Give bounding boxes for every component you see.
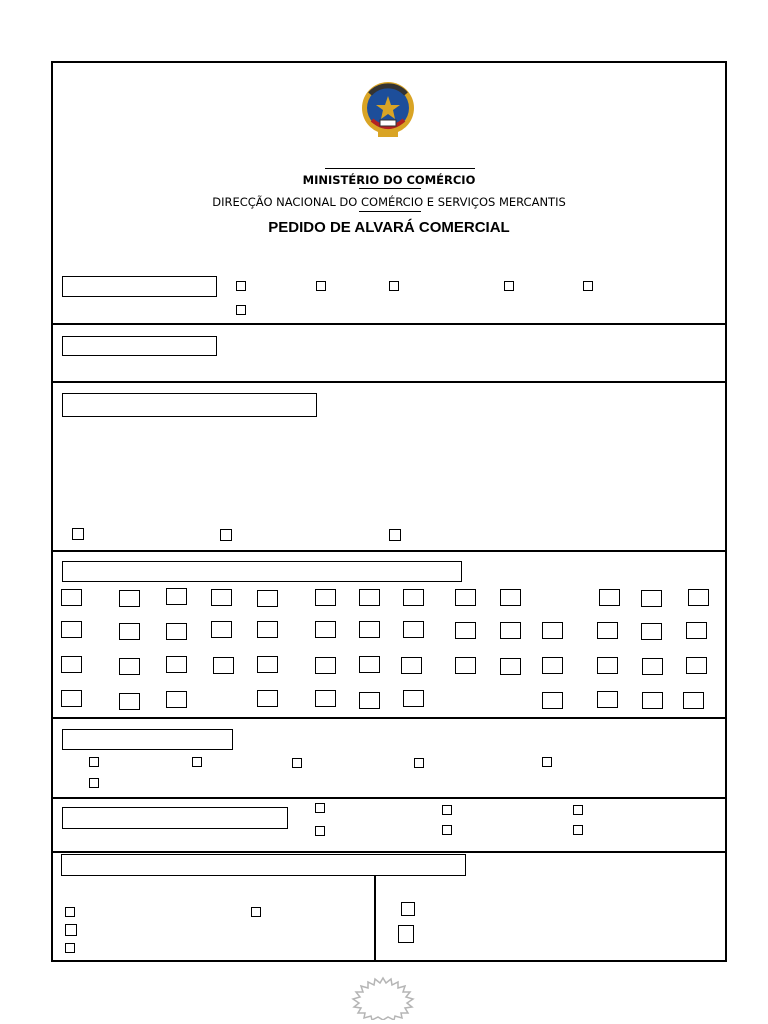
section-5-checkbox[interactable] [192, 757, 202, 767]
activity-checkbox[interactable] [166, 588, 187, 605]
activity-checkbox[interactable] [686, 622, 707, 639]
activity-checkbox[interactable] [542, 622, 563, 639]
section-7-label-box [61, 854, 466, 876]
activity-checkbox[interactable] [359, 692, 380, 709]
section-7-checkbox[interactable] [65, 907, 75, 917]
activity-checkbox[interactable] [542, 692, 563, 709]
section-6-checkbox[interactable] [573, 825, 583, 835]
section-6-checkbox[interactable] [573, 805, 583, 815]
activity-checkbox[interactable] [597, 622, 618, 639]
section-3-checkbox[interactable] [72, 528, 84, 540]
section-7-checkbox[interactable] [398, 925, 414, 943]
activity-checkbox[interactable] [359, 656, 380, 673]
activity-checkbox[interactable] [642, 692, 663, 709]
activity-checkbox[interactable] [500, 622, 521, 639]
activity-checkbox[interactable] [119, 590, 140, 607]
section-4-label-box [62, 561, 462, 582]
section-1-checkbox[interactable] [236, 281, 246, 291]
activity-checkbox[interactable] [61, 589, 82, 606]
activity-checkbox[interactable] [166, 623, 187, 640]
form-title: PEDIDO DE ALVARÁ COMERCIAL [268, 219, 510, 236]
section-2-label-box [62, 336, 217, 356]
section-1-checkbox[interactable] [389, 281, 399, 291]
activity-checkbox[interactable] [401, 657, 422, 674]
activity-checkbox[interactable] [500, 589, 521, 606]
section-1-checkbox[interactable] [504, 281, 514, 291]
section-1-checkbox[interactable] [236, 305, 246, 315]
section-7-checkbox[interactable] [401, 902, 415, 916]
section-divider [53, 717, 725, 719]
activity-checkbox[interactable] [455, 622, 476, 639]
activity-checkbox[interactable] [403, 589, 424, 606]
section-divider [53, 851, 725, 853]
activity-checkbox[interactable] [686, 657, 707, 674]
activity-checkbox[interactable] [257, 590, 278, 607]
activity-checkbox[interactable] [119, 658, 140, 675]
section-divider [53, 797, 725, 799]
activity-checkbox[interactable] [257, 656, 278, 673]
section-6-label-box [62, 807, 288, 829]
activity-checkbox[interactable] [166, 691, 187, 708]
activity-checkbox[interactable] [315, 621, 336, 638]
header-rule-top [325, 168, 475, 169]
activity-checkbox[interactable] [359, 589, 380, 606]
header-rule-low [359, 211, 421, 212]
activity-checkbox[interactable] [641, 590, 662, 607]
activity-checkbox[interactable] [597, 691, 618, 708]
section-1-checkbox[interactable] [316, 281, 326, 291]
header-rule-mid [359, 188, 421, 189]
coat-of-arms-icon [358, 80, 418, 140]
activity-checkbox[interactable] [61, 621, 82, 638]
section-6-checkbox[interactable] [442, 825, 452, 835]
directorate-title: DIRECÇÃO NACIONAL DO COMÉRCIO E SERVIÇOS MERCANTIS [212, 195, 566, 209]
section-divider [53, 381, 725, 383]
section-6-checkbox[interactable] [315, 826, 325, 836]
activity-checkbox[interactable] [359, 621, 380, 638]
activity-checkbox[interactable] [455, 657, 476, 674]
activity-checkbox[interactable] [315, 690, 336, 707]
activity-checkbox[interactable] [119, 693, 140, 710]
section-3-label-box [62, 393, 317, 417]
section-7-checkbox[interactable] [65, 943, 75, 953]
activity-checkbox[interactable] [211, 621, 232, 638]
activity-checkbox[interactable] [455, 589, 476, 606]
activity-checkbox[interactable] [119, 623, 140, 640]
section-divider [53, 550, 725, 552]
ministry-title: MINISTÉRIO DO COMÉRCIO [302, 173, 476, 187]
section-3-checkbox[interactable] [389, 529, 401, 541]
activity-checkbox[interactable] [211, 589, 232, 606]
section-1-checkbox[interactable] [583, 281, 593, 291]
activity-checkbox[interactable] [683, 692, 704, 709]
activity-checkbox[interactable] [315, 589, 336, 606]
section-1-label-box [62, 276, 217, 297]
section-5-checkbox[interactable] [542, 757, 552, 767]
activity-checkbox[interactable] [403, 690, 424, 707]
activity-checkbox[interactable] [257, 690, 278, 707]
section-7-column-divider [374, 876, 376, 960]
section-5-label-box [62, 729, 233, 750]
activity-checkbox[interactable] [61, 656, 82, 673]
starburst-seal-icon [350, 976, 416, 1020]
activity-checkbox[interactable] [542, 657, 563, 674]
activity-checkbox[interactable] [61, 690, 82, 707]
section-7-checkbox[interactable] [251, 907, 261, 917]
section-3-checkbox[interactable] [220, 529, 232, 541]
section-5-checkbox[interactable] [414, 758, 424, 768]
activity-checkbox[interactable] [642, 658, 663, 675]
activity-checkbox[interactable] [500, 658, 521, 675]
section-divider [53, 323, 725, 325]
activity-checkbox[interactable] [599, 589, 620, 606]
section-6-checkbox[interactable] [442, 805, 452, 815]
activity-checkbox[interactable] [597, 657, 618, 674]
activity-checkbox[interactable] [257, 621, 278, 638]
section-7-checkbox[interactable] [65, 924, 77, 936]
activity-checkbox[interactable] [315, 657, 336, 674]
section-5-checkbox[interactable] [292, 758, 302, 768]
activity-checkbox[interactable] [403, 621, 424, 638]
activity-checkbox[interactable] [213, 657, 234, 674]
section-5-checkbox[interactable] [89, 778, 99, 788]
activity-checkbox[interactable] [166, 656, 187, 673]
section-6-checkbox[interactable] [315, 803, 325, 813]
section-5-checkbox[interactable] [89, 757, 99, 767]
activity-checkbox[interactable] [688, 589, 709, 606]
activity-checkbox[interactable] [641, 623, 662, 640]
